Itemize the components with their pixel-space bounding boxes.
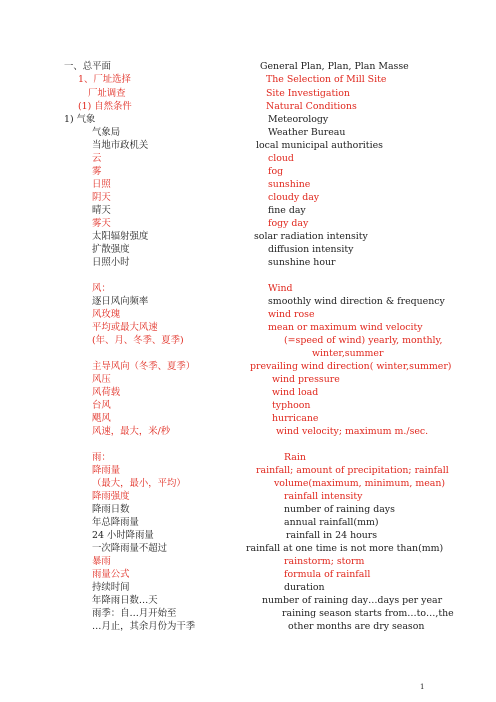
term-zh: 一次降雨量不超过 — [92, 543, 168, 554]
term-zh: 降雨日数 — [92, 504, 130, 515]
term-zh: 飓风 — [92, 413, 111, 424]
term-en: fogy day — [268, 218, 309, 229]
term-zh: 年降雨日数…天 — [92, 595, 158, 606]
term-en: rainstorm; storm — [284, 556, 365, 567]
term-en: wind rose — [268, 309, 315, 320]
term-zh: 雾天 — [92, 218, 111, 229]
term-zh: 气象局 — [92, 127, 121, 138]
term-zh: 降雨强度 — [92, 491, 130, 502]
term-en: rainfall in 24 hours — [286, 530, 378, 541]
term-zh: 阴天 — [92, 192, 111, 203]
term-zh: 持续时间 — [92, 582, 130, 593]
term-zh: 晴天 — [92, 205, 111, 216]
term-zh: 风： — [92, 283, 111, 294]
term-en: prevailing wind direction( winter,summer) — [250, 361, 452, 372]
term-en: Wind — [268, 283, 293, 294]
term-en: Weather Bureau — [268, 127, 346, 138]
term-zh: 风速，最大，米/秒 — [92, 426, 171, 437]
term-en: formula of rainfall — [284, 569, 371, 580]
term-en: wind pressure — [272, 374, 340, 385]
term-en: winter,summer — [312, 348, 384, 359]
term-zh: 逐日风向频率 — [92, 296, 149, 307]
term-en: rainfall intensity — [284, 491, 363, 502]
term-zh: 一、总平面 — [64, 61, 111, 72]
term-zh: 当地市政机关 — [92, 140, 149, 151]
term-zh: 雨季：自…月开始至 — [92, 608, 177, 619]
term-zh: (1) 自然条件 — [78, 101, 132, 112]
term-zh: 年总降雨量 — [92, 517, 139, 528]
term-en: sunshine hour — [268, 257, 336, 268]
term-zh: 雨量公式 — [92, 569, 130, 580]
term-zh: 雨： — [92, 452, 111, 463]
term-zh: 厂址调查 — [88, 88, 126, 99]
term-zh: 暴雨 — [92, 556, 111, 567]
term-zh: 风荷载 — [92, 387, 121, 398]
term-en: annual rainfall(mm) — [284, 517, 379, 528]
term-en: smoothly wind direction & frequency — [268, 296, 445, 307]
term-en: other months are dry season — [288, 621, 425, 632]
term-en: solar radiation intensity — [254, 231, 368, 242]
term-en: cloudy day — [268, 192, 320, 203]
term-zh: 1、厂址选择 — [78, 74, 131, 85]
term-en: fine day — [268, 205, 306, 216]
term-zh: 24 小时降雨量 — [92, 530, 154, 541]
term-en: (=speed of wind) yearly, monthly, — [284, 335, 443, 346]
term-zh: 主导风向（冬季、夏季） — [92, 361, 196, 372]
term-zh: 风压 — [92, 374, 111, 385]
term-en: number of raining day…days per year — [262, 595, 443, 606]
term-en: Site Investigation — [266, 88, 350, 99]
term-zh: 日照 — [92, 179, 111, 190]
term-en: Natural Conditions — [266, 101, 357, 112]
term-en: General Plan, Plan, Plan Masse — [260, 61, 409, 72]
term-zh: 雾 — [92, 166, 102, 177]
term-zh: 扩散强度 — [92, 244, 130, 255]
term-zh: 降雨量 — [92, 465, 121, 476]
term-en: fog — [268, 166, 284, 177]
term-en: number of raining days — [284, 504, 395, 515]
term-zh: 平均或最大风速 — [92, 322, 158, 333]
term-zh: 云 — [92, 153, 102, 164]
term-en: The Selection of Mill Site — [266, 74, 387, 85]
term-en: Rain — [284, 452, 306, 463]
term-zh: 日照小时 — [92, 257, 130, 268]
term-zh: …月止，其余月份为干季 — [92, 621, 196, 632]
term-zh: 1) 气象 — [64, 114, 96, 125]
term-en: diffusion intensity — [268, 244, 354, 255]
term-zh: (年、月、冬季、夏季) — [92, 335, 184, 346]
term-en: mean or maximum wind velocity — [268, 322, 423, 333]
term-en: rainfall at one time is not more than(mm) — [246, 543, 444, 554]
page-number: 1 — [420, 683, 425, 691]
term-en: wind velocity; maximum m./sec. — [276, 426, 429, 437]
term-zh: 台风 — [92, 400, 111, 411]
term-en: typhoon — [272, 400, 311, 411]
term-en: wind load — [272, 387, 319, 398]
term-en: raining season starts from…to…,the — [282, 608, 454, 619]
term-en: duration — [284, 582, 325, 593]
term-en: hurricane — [272, 413, 319, 424]
term-en: sunshine — [268, 179, 311, 190]
term-zh: 太阳辐射强度 — [92, 231, 149, 242]
term-en: Meteorology — [268, 114, 329, 125]
term-en: local municipal authorities — [256, 140, 383, 151]
term-zh: 风玫瑰 — [92, 309, 121, 320]
term-en: rainfall; amount of precipitation; rainfall — [256, 465, 449, 476]
term-en: volume(maximum, minimum, mean) — [274, 478, 446, 489]
term-en: cloud — [268, 153, 294, 164]
term-zh: （最大，最小，平均） — [92, 478, 186, 489]
